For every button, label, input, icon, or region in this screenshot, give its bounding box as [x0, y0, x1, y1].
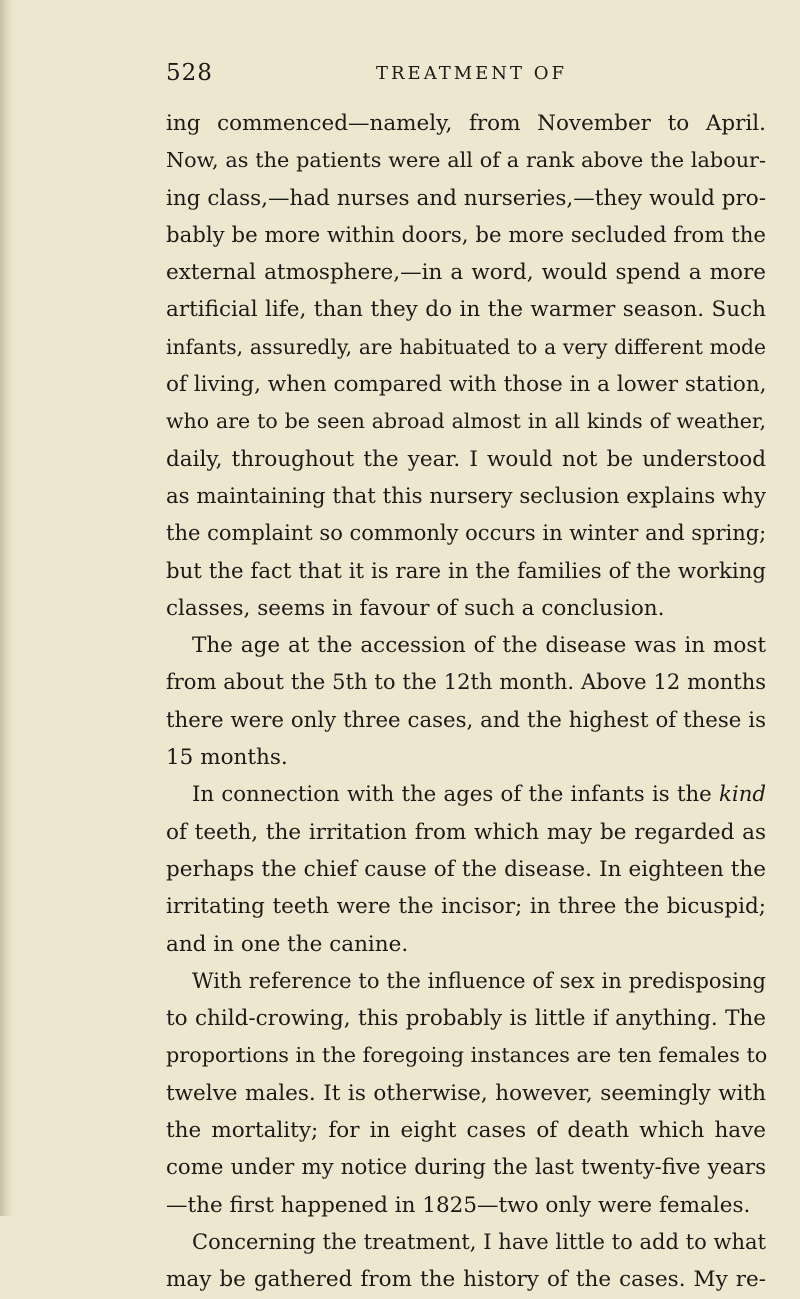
text-line: the complaint so commonly occurs in winter and spring; [166, 521, 767, 546]
page-number: 528 [166, 60, 213, 86]
text-line: infants, assuredly, are habituated to a very different mode [166, 334, 766, 359]
text-line: perhaps the chief cause of the disease. In eighteen the [166, 856, 766, 882]
text-line: of living, when compared with those in a lower station, [166, 372, 767, 398]
line-text: In connection with the ages of the infants is the [192, 782, 720, 808]
paragraph-first-line: Concerning the treatment, I have little to add to what [192, 1229, 766, 1254]
text-line: ing commenced—namely, from November to April. [166, 111, 766, 136]
text-line: external atmosphere,—in a word, would spend a more [166, 260, 766, 286]
running-head [166, 60, 786, 90]
text-line: Now, as the patients were all of a rank above the labour- [166, 148, 766, 173]
text-line: twelve males. It is otherwise, however, seemingly with [166, 1080, 766, 1106]
text-line: as maintaining that this nursery seclusion explains why [166, 483, 766, 509]
text-line: but the fact that it is rare in the families of the working [166, 558, 766, 584]
text-line: proportions in the foregoing instances are ten females to [166, 1043, 768, 1068]
paragraph-last-line: —the first happened in 1825—two only were females. [166, 1192, 751, 1218]
running-title: TREATMENT OF [376, 63, 568, 84]
text-line: may be gathered from the history of the cases. My re- [166, 1267, 766, 1293]
paragraph-last-line: 15 months. [166, 745, 288, 771]
text-line: irritating teeth were the incisor; in three the bicuspid; [166, 894, 766, 920]
text-line: come under my notice during the last twenty-five years [166, 1155, 766, 1181]
text-line: ing class,—had nurses and nurseries,—they would pro- [166, 185, 766, 211]
paragraph-first-line: With reference to the influence of sex in predisposing [192, 968, 766, 993]
paragraph-first-line: The age at the accession of the disease was in most [192, 633, 766, 659]
text-line: of teeth, the irritation from which may be regarded as [166, 819, 766, 845]
text-line: to child-crowing, this probably is little if anything. The [166, 1006, 766, 1032]
text-line: the mortality; for in eight cases of death which have [166, 1118, 766, 1144]
page-edge-shadow [0, 0, 14, 1216]
paragraph-last-line: and in one the canine. [166, 931, 409, 957]
text-line: who are to be seen abroad almost in all kinds of weather, [166, 409, 766, 434]
text-line: there were only three cases, and the highest of these is [166, 707, 766, 733]
italic-word: kind [719, 782, 766, 808]
text-line: from about the 5th to the 12th month. Above 12 months [166, 670, 766, 695]
text-line: artificial life, than they do in the warmer season. Such [166, 297, 766, 323]
body-text [166, 105, 766, 1299]
text-line: daily, throughout the year. I would not be understood [166, 446, 766, 472]
paragraph-last-line: classes, seems in favour of such a conclusion. [166, 595, 665, 621]
paragraph-first-line [166, 776, 766, 813]
text-line: bably be more within doors, be more secluded from the [166, 222, 766, 248]
